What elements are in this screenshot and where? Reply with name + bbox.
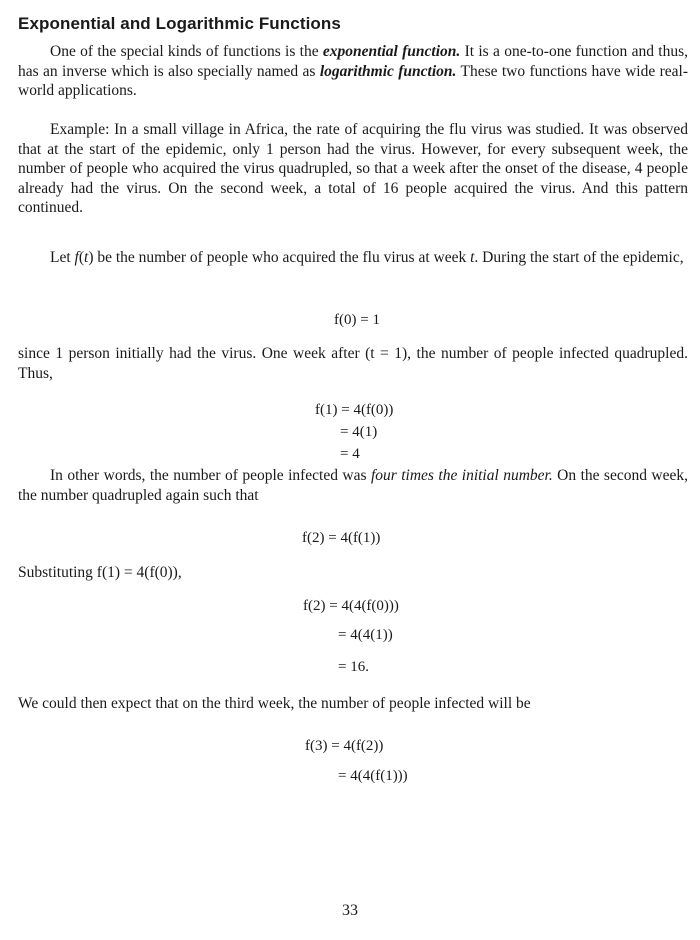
equation-f3-line1: f(3) = 4(f(2)) (305, 738, 384, 754)
intro-text-1: One of the special kinds of functions is the (50, 43, 323, 60)
paragraph-intro (18, 42, 688, 101)
equation-f2-expanded-line3: = 16. (338, 659, 369, 675)
equation-f2: f(2) = 4(f(1)) (302, 530, 381, 546)
equation-f1-line3: = 4 (340, 446, 360, 462)
equation-f3-line2: = 4(4(f(1))) (338, 768, 408, 784)
paragraph-other-words (18, 466, 688, 505)
intro-text-3: These two functions have wide real-world applications. (18, 62, 688, 99)
definition-t: t (84, 249, 89, 266)
term-exponential-function: exponential function. (322, 43, 461, 60)
definition-t-2: t (470, 249, 475, 266)
equation-f2-expanded-line2: = 4(4(1)) (338, 627, 393, 643)
paragraph-example (18, 120, 688, 218)
other-words-text-2: On the second week, the number quadrupled again such that (18, 467, 688, 504)
substituting-line: Substituting f(1) = 4(f(0)), (18, 564, 182, 581)
definition-text-2: ) be the number of people who acquired the flu virus at week (88, 249, 471, 266)
equation-f1-line1: f(1) = 4(f(0)) (315, 402, 394, 418)
four-times-phrase: four times the initial number. (370, 467, 553, 484)
definition-f: f (74, 249, 79, 266)
definition-paren: ( (78, 249, 85, 266)
other-words-text-1: In other words, the number of people infected was (50, 467, 371, 484)
section-title: Exponential and Logarithmic Functions (18, 14, 341, 33)
example-text: Example: In a small village in Africa, the rate of acquiring the flu virus was studied. It was observed that at the start of the epidemic, only 1 person had the virus. However, for every subsequent week, the number of people who acquired the virus quadrupled, so that a week after the onset of the disease, 4 people already had the virus. On the second week, a total of 16 people acquired the virus. And this pattern continued. (18, 121, 688, 216)
paragraph-third-week: We could then expect that on the third week, the number of people infected will be (18, 695, 531, 712)
page-number: 33 (342, 902, 358, 919)
paragraph-definition (18, 248, 688, 268)
equation-f2-expanded-line1: f(2) = 4(4(f(0))) (303, 598, 399, 614)
intro-text-2: It is a one-to-one function and thus, has an inverse which is also specially named as (18, 43, 689, 80)
equation-f1-line2: = 4(1) (340, 424, 378, 440)
term-logarithmic-function: logarithmic function. (319, 62, 457, 80)
equation-f0: f(0) = 1 (334, 312, 380, 328)
definition-text-3: . During the start of the epidemic, (474, 249, 684, 266)
definition-text-1: Let (50, 249, 75, 266)
paragraph-week-one: since 1 person initially had the virus. One week after (t = 1), the number of people infected quadrupled. Thus, (18, 345, 688, 382)
